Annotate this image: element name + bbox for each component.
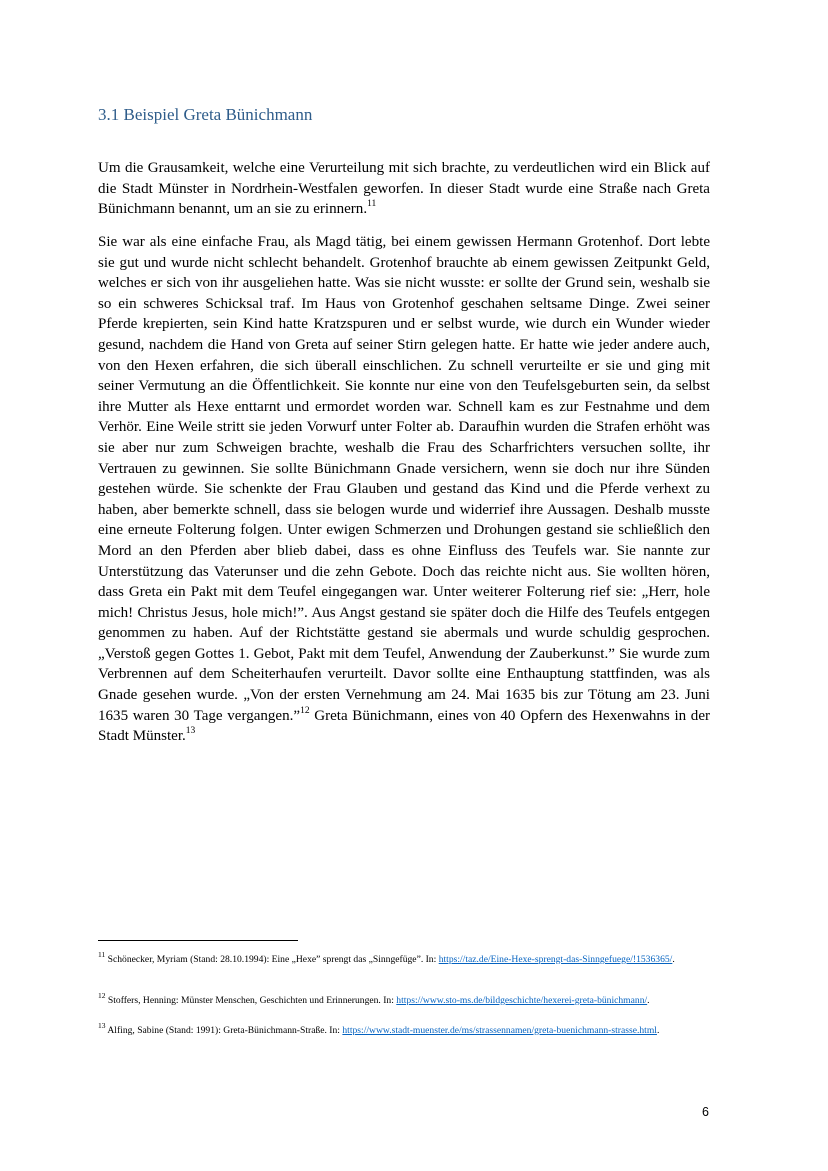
footnote-suffix: . xyxy=(656,1025,660,1036)
footnote-13 xyxy=(98,1020,698,1038)
footnote-12 xyxy=(98,990,698,1008)
footnote-number: 12 xyxy=(98,990,106,1000)
paragraph-intro-text: Um die Grausamkeit, welche eine Verurteilung mit sich brachte, zu verdeutlichen wird ein Blick auf die Stadt Münster in Nordrhein-Westfalen geworfen. In dieser Stadt wurde eine Straße nach Greta Bünichmann benannt, um an sie zu erinnern. xyxy=(98,160,710,218)
paragraph-story-text-b: Greta Bünichmann, eines von 40 Opfern des Hexenwahns in der Stadt Münster. xyxy=(98,707,711,745)
paragraph-intro xyxy=(98,158,710,220)
footnote-ref-12[interactable]: 12 xyxy=(300,705,310,716)
footnote-link[interactable]: https://www.stadt-muenster.de/ms/strassennamen/greta-buenichmann-strasse.html xyxy=(342,1025,657,1036)
footnote-ref-13[interactable]: 13 xyxy=(185,726,196,737)
footnote-number: 11 xyxy=(98,949,106,959)
footnote-11 xyxy=(98,949,698,967)
section-heading: 3.1 Beispiel Greta Bünichmann xyxy=(98,105,313,124)
footnote-text: Schönecker, Myriam (Stand: 28.10.1994): Eine „Hexe” sprengt das „Sinngefüge”. In: xyxy=(105,954,439,965)
paragraph-story xyxy=(98,232,710,747)
footnote-separator xyxy=(98,940,298,941)
footnote-number: 13 xyxy=(98,1020,106,1030)
footnote-suffix: . xyxy=(672,954,675,965)
footnote-text: Stoffers, Henning: Münster Menschen, Geschichten und Erinnerungen. In: xyxy=(105,995,397,1006)
footnote-link[interactable]: https://www.sto-ms.de/bildgeschichte/hexerei-greta-bünichmann/ xyxy=(396,995,648,1006)
footnote-ref-11[interactable]: 11 xyxy=(367,199,377,210)
footnote-link[interactable]: https://taz.de/Eine-Hexe-sprengt-das-Sinngefuege/!1536365/ xyxy=(438,954,673,965)
page-number: 6 xyxy=(702,1105,709,1119)
paragraph-story-text-a: Sie war als eine einfache Frau, als Magd tätig, bei einem gewissen Hermann Grotenhof. Dort lebte sie gut und wurde nicht schlecht behandelt. Grotenhof brauchte ab einem gewissen Zeitpunkt Geld, welches er sich von ihr ausgeliehen hatte. Was sie nicht wusste: er sollte der Grund sein, weshalb sie so ein schweres Schicksal traf. Im Haus von Grotenhof geschahen seltsame Dinge. Zwei seiner Pferde krepierten, sein Kind hatte Kratzspuren und er selbst wurde, wie durch ein Wunder wieder gesund, nachdem die Hand von Greta auf seiner Stirn gelegen hatte. Er hatte wie jeder andere auch, von den Hexen erfahren, die sich überall einschlichen. Zu schnell verurteilte er sie und ging mit seiner Vermutung an die Öffentlichkeit. Sie konnte nur eine von den Teufelsgeburten sein, da selbst ihre Mutter als Hexe enttarnt und ermordet worden war. Schnell kam es zur Festnahme und dem Verhör. Eine Weile stritt sie jeden Vorwurf unter Folter ab. Daraufhin wurden die Strafen erhöht was sie aber nur zum Schweigen brachte, weshalb die Frau des Scharfrichters versuchen sollte, ihr Vertrauen zu gewinnen. Sie sollte Bünichmann Gnade versichern, wenn sie doch nur ihre Sünden gestehen würde. Sie schenkte der Frau Glauben und gestand das Kind und die Pferde verhext zu haben, aber bemerkte schnell, dass sie belogen wurde und widerrief ihre Aussagen. Deshalb musste eine erneute Folterung folgen. Unter ewigen Schmerzen und Drohungen gestand sie schließlich den Mord an den Pferden aber blieb dabei, dass es ohne Einfluss des Teufels war. Sie nannte zur Unterstützung das Vaterunser und die zehn Gebote. Doch das reichte nicht aus. Sie wollten hören, dass Greta ein Pakt mit dem Teufel eingegangen war. Unter weiterer Folterung rief sie: „Herr, hole mich! Christus Jesus, hole mich!”. Aus Angst gestand sie später doch die Hilfe des Teufels entgegen genommen zu haben. Auf der Richtstätte gestand sie abermals und wurde schuldig gesprochen. „Verstoß gegen Gottes 1. Gebot, Pakt mit dem Teufel, Anwendung der Zauberkunst.” Sie wurde zum Verbrennen auf dem Scheiterhaufen verurteilt. Davor sollte eine Enthauptung stattfinden, was als Gnade gesehen wurde. „Von der ersten Vernehmung am 24. Mai 1635 bis zur Tötung am 23. Juni 1635 waren 30 Tage vergangen.” xyxy=(98,234,710,724)
footnote-text: Alfing, Sabine (Stand: 1991): Greta-Bünichmann-Straße. In: xyxy=(105,1025,343,1036)
footnote-suffix: . xyxy=(647,995,650,1006)
